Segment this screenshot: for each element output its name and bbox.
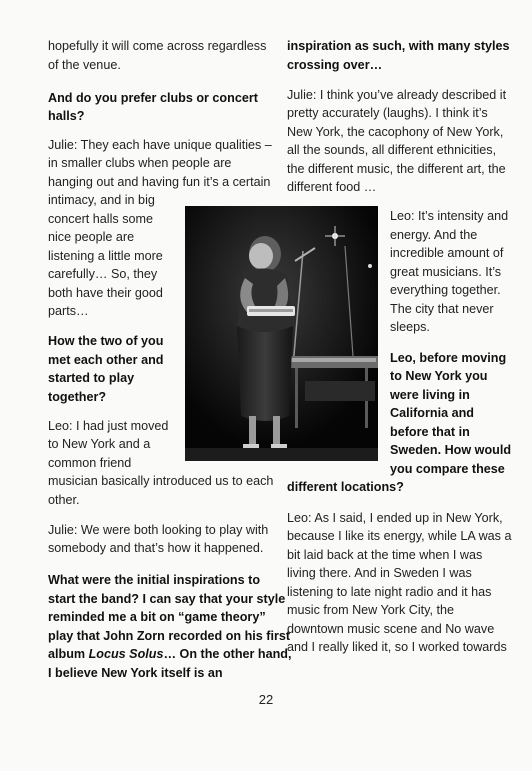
text-line: common friend: [48, 456, 132, 470]
question-line: you compare these: [390, 462, 505, 476]
text-line: hanging out and having fun it’s a certain: [48, 175, 271, 189]
page-number: 22: [258, 692, 274, 707]
text-line: Julie: I think you’ve already described it: [287, 88, 507, 102]
text-line: of the venue.: [48, 58, 121, 72]
question-line: started to play: [48, 371, 135, 385]
performer-photo: [185, 206, 378, 461]
text-line: pretty accurately (laughs). I think it’s: [287, 106, 488, 120]
text-line: New York, the cacophony of New York,: [287, 125, 504, 139]
question-line: different locations?: [287, 480, 404, 494]
question-line: reminded me a bit on “game theory”: [48, 610, 266, 624]
question-line: Sweden. How would: [390, 443, 512, 457]
text-line: incredible amount of: [390, 246, 504, 260]
text-line: and I really liked it, so I worked towards: [287, 640, 507, 654]
text-segment: album: [48, 647, 89, 661]
text-line: listening a little more: [48, 249, 163, 263]
question-line: play that John Zorn recorded on his first: [48, 629, 291, 643]
question-line: halls?: [48, 109, 85, 123]
question-line: together?: [48, 390, 107, 404]
text-line: somebody and that’s how it happened.: [48, 541, 264, 555]
text-line: both have their good: [48, 286, 163, 300]
text-line: sleeps.: [390, 320, 430, 334]
text-line: music from New York City, the: [287, 603, 455, 617]
text-line: to New York and a: [48, 437, 151, 451]
text-line: nice people are: [48, 230, 135, 244]
question-line: met each other and: [48, 353, 164, 367]
text-segment: … On the other hand,: [163, 647, 292, 661]
question-line: crossing over…: [287, 58, 383, 72]
text-line: concert halls some: [48, 212, 153, 226]
question-line: What were the initial inspirations to: [48, 573, 261, 587]
text-line: in smaller clubs when people are: [48, 156, 232, 170]
text-line: Julie: We were both looking to play with: [48, 523, 269, 537]
text-line: the different music, the different art, the: [287, 162, 506, 176]
text-line: Leo: As I said, I ended up in New York,: [287, 511, 503, 525]
text-line: Leo: It’s intensity and: [390, 209, 509, 223]
question-line: inspiration as such, with many styles: [287, 39, 510, 53]
question-line: Leo, before moving: [390, 351, 507, 365]
text-line: other.: [48, 493, 80, 507]
text-line: hopefully it will come across regardless: [48, 39, 267, 53]
text-line: great musicians. It’s: [390, 265, 502, 279]
text-line: everything together.: [390, 283, 501, 297]
text-line: musician basically introduced us to each: [48, 474, 274, 488]
text-line: downtown music scene and No wave: [287, 622, 495, 636]
question-line: were living in: [390, 388, 470, 402]
question-line: How the two of you: [48, 334, 164, 348]
text-line: Julie: They each have unique qualities –: [48, 138, 272, 152]
question-line: California and: [390, 406, 474, 420]
question-line: before that in: [390, 425, 470, 439]
text-line: carefully… So, they: [48, 267, 158, 281]
text-line: bit laid back at the time when I was: [287, 548, 483, 562]
question-line: And do you prefer clubs or concert: [48, 91, 258, 105]
question-line: I believe New York itself is an: [48, 666, 223, 680]
question-line: [48, 646, 292, 662]
text-line: intimacy, and in big: [48, 193, 155, 207]
text-line: because I like its energy, while LA was a: [287, 529, 512, 543]
text-line: energy. And the: [390, 228, 478, 242]
text-line: living there. And in Sweden I was: [287, 566, 472, 580]
text-line: The city that never: [390, 302, 494, 316]
text-line: all the sounds, all different ethnicities,: [287, 143, 497, 157]
question-line: to New York you: [390, 369, 488, 383]
text-line: different food …: [287, 180, 377, 194]
text-line: listening to late night radio and it has: [287, 585, 492, 599]
album-title: Locus Solus: [88, 647, 164, 661]
text-line: Leo: I had just moved: [48, 419, 169, 433]
question-line: start the band? I can say that your style: [48, 592, 286, 606]
text-line: parts…: [48, 304, 89, 318]
